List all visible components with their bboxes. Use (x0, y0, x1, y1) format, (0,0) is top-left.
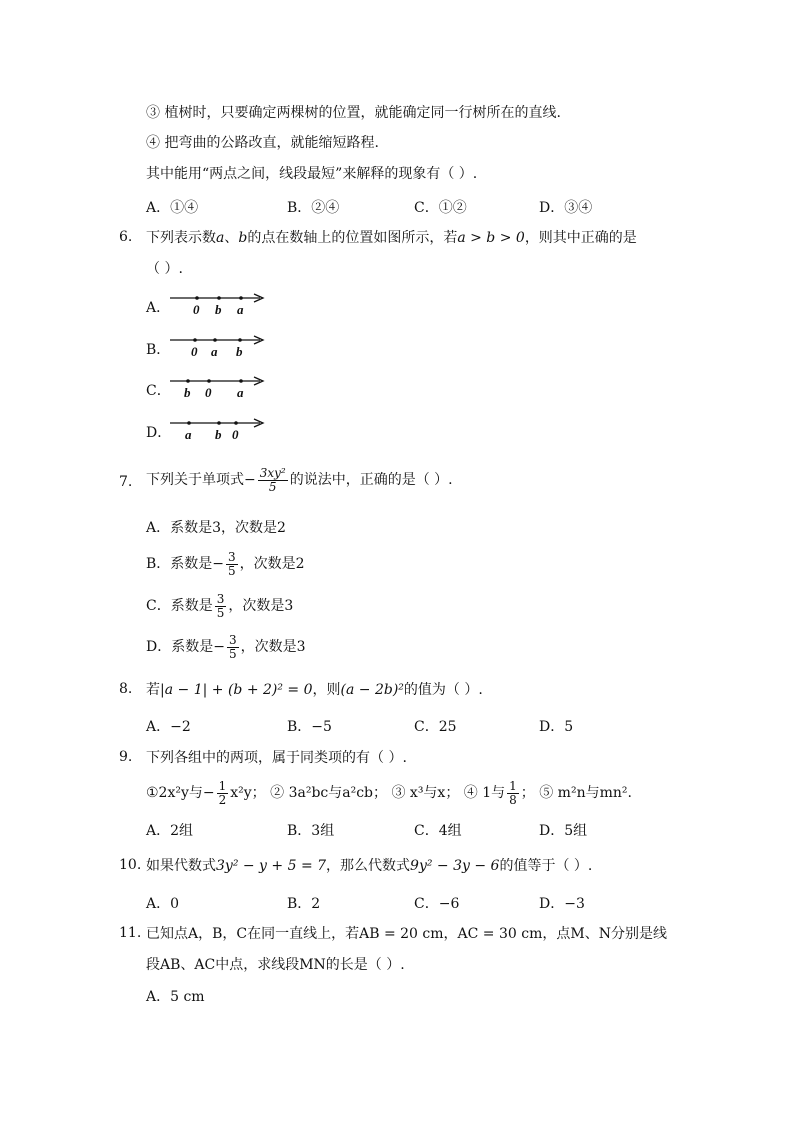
q10-stem (146, 857, 592, 875)
q7-d-fraction (227, 634, 239, 661)
q9-stem: 下列各组中的两项，属于同类项的有（ ）. (146, 750, 407, 766)
q6-option-b-label: B． (146, 342, 171, 358)
q9-item-5: ⑤ m²n与mn². (539, 785, 632, 801)
q11-number: 11. (119, 925, 142, 941)
q7-option-d (146, 627, 306, 667)
q11-stem-line-2: 段AB、AC中点，求线段MN的长是（ ）. (146, 957, 405, 973)
q7-option-b (146, 544, 305, 584)
q6-stem-a: 下列表示数 (146, 230, 216, 246)
q5-option-b: B．②④ (287, 200, 340, 216)
q7-minus: − (244, 472, 256, 488)
q7-numerator: 3xy² (259, 465, 286, 480)
q7-d-numerator: 3 (228, 632, 237, 647)
q7-d-denominator: 5 (228, 646, 237, 661)
q7-b-fraction (226, 551, 238, 578)
q7-c-denominator: 5 (216, 605, 225, 620)
q7-c-text: C．系数是 (146, 598, 213, 614)
q9-item-4b: ； (520, 785, 535, 801)
q6-number: 6. (119, 229, 133, 245)
q5-option-c: C．①② (414, 200, 467, 216)
q10-stem-c: 的值等于（ ）. (499, 858, 593, 874)
q6-stem-b: 的点在数轴上的位置如图所示，若 (247, 230, 458, 246)
q9-number: 9. (119, 749, 133, 765)
q6-c-point-1: b (184, 385, 191, 400)
q8-stem-a: 若 (146, 682, 160, 698)
q6-option-c-label: C． (146, 383, 171, 399)
q7-monomial-fraction (258, 467, 288, 494)
q7-c-fraction (215, 593, 227, 620)
q10-number: 10. (119, 857, 142, 873)
q9-item-1-numerator: 1 (218, 778, 227, 793)
q7-b-text: B．系数是 (146, 556, 213, 572)
q6-condition: a > b > 0 (457, 230, 525, 246)
q6-stem (146, 229, 637, 247)
q7-c-numerator: 3 (216, 591, 225, 606)
q6-a-point-2: b (215, 302, 222, 317)
q10-stem-b: ，那么代数式 (326, 858, 411, 874)
q6-a-point-3: a (237, 302, 244, 317)
q7-d-degree: ，次数是3 (240, 639, 306, 655)
q9-option-b: B．3组 (287, 823, 335, 839)
q9-item-1-denominator: 2 (218, 792, 227, 807)
q6-a-point-1: 0 (193, 302, 200, 317)
q11-stem-line-1: 已知点A，B，C在同一直线上，若AB = 20 cm，AC = 30 cm，点M、N分别是线 (146, 926, 667, 942)
q7-b-degree: ，次数是2 (239, 556, 305, 572)
q8-option-a: A．−2 (146, 719, 191, 735)
q5-statement-3: ③ 植树时，只要确定两棵树的位置，就能确定同一行树所在的直线. (146, 105, 561, 121)
q9-item-4-fraction (507, 780, 519, 807)
q5-stem: 其中能用“两点之间，线段最短”来解释的现象有（ ）. (146, 166, 478, 182)
q8-expression: (a − 2b)² (340, 682, 404, 698)
q7-stem-a: 下列关于单项式 (146, 472, 244, 488)
q9-option-c: C．4组 (414, 823, 462, 839)
q9-items (146, 773, 632, 813)
q6-option-a-number-line (170, 290, 266, 318)
q6-c-point-2: 0 (205, 385, 212, 400)
q6-var-a: a (216, 230, 225, 246)
q6-var-b: b (238, 230, 248, 246)
q6-option-b-number-line (170, 332, 266, 360)
q9-item-4-numerator: 1 (509, 778, 517, 793)
q6-stem-end: （ ）. (146, 261, 183, 277)
q7-stem (146, 460, 453, 500)
q9-item-2: ② 3a²bc与a²cb； (270, 785, 388, 801)
q7-number: 7. (119, 474, 133, 490)
q8-number: 8. (119, 681, 133, 697)
q9-item-3: ③ x³与x； (391, 785, 460, 801)
q6-b-point-1: 0 (191, 344, 198, 359)
q6-option-d-number-line (170, 415, 266, 443)
q9-item-1-minus: − (202, 785, 215, 801)
q6-c-point-3: a (237, 385, 244, 400)
q9-item-1-fraction (217, 780, 229, 807)
q6-option-d-label: D． (146, 425, 172, 441)
q9-option-a: A．2组 (146, 823, 194, 839)
q10-option-c: C．−6 (414, 896, 460, 912)
q7-stem-b: 的说法中，正确的是（ ）. (289, 472, 453, 488)
q9-item-4-denominator: 8 (509, 792, 517, 807)
q10-option-b: B．2 (287, 896, 321, 912)
q6-sep: 、 (224, 230, 239, 246)
q7-b-minus: − (212, 556, 225, 572)
q8-equation: |a − 1| + (b + 2)² = 0 (160, 682, 313, 698)
q11-option-a: A．5 cm (146, 989, 205, 1005)
q6-d-point-2: b (215, 427, 222, 442)
q5-statement-4: ④ 把弯曲的公路改直，就能缩短路程. (146, 135, 379, 151)
q10-option-a: A．0 (146, 896, 180, 912)
q7-d-text: D．系数是 (146, 639, 214, 655)
q6-d-point-3: 0 (232, 427, 239, 442)
q10-expression: 9y² − 3y − 6 (410, 858, 500, 874)
q7-option-c (146, 586, 293, 626)
q5-option-a: A．①④ (146, 200, 199, 216)
q7-c-degree: ，次数是3 (228, 598, 294, 614)
q8-stem (146, 681, 483, 699)
q10-equation: 3y² − y + 5 = 7 (216, 858, 327, 874)
q9-option-d: D．5组 (539, 823, 588, 839)
q8-option-d: D．5 (539, 719, 574, 735)
q9-item-1a: ①2x²y与 (146, 785, 203, 801)
q7-b-denominator: 5 (228, 563, 236, 578)
q8-option-c: C．25 (414, 719, 457, 735)
q8-stem-c: 的值为（ ）. (403, 682, 483, 698)
q6-option-a-label: A． (146, 300, 171, 316)
q6-b-point-3: b (236, 344, 243, 359)
q10-stem-a: 如果代数式 (146, 858, 216, 874)
q6-d-point-1: a (185, 427, 192, 442)
q8-option-b: B．−5 (287, 719, 332, 735)
q10-option-d: D．−3 (539, 896, 585, 912)
q7-denominator: 5 (268, 479, 277, 494)
q7-d-minus: − (213, 639, 225, 655)
q6-stem-c: ，则其中正确的是 (524, 230, 637, 246)
q7-b-numerator: 3 (228, 549, 236, 564)
q9-item-1b: x²y； (230, 785, 266, 801)
q7-option-a: A．系数是3，次数是2 (146, 520, 286, 536)
q6-b-point-2: a (211, 344, 218, 359)
q8-stem-b: ，则 (312, 682, 341, 698)
q6-option-c-number-line (170, 373, 266, 401)
q9-item-4a: ④ 1与 (463, 785, 506, 801)
q5-option-d: D．③④ (539, 200, 593, 216)
